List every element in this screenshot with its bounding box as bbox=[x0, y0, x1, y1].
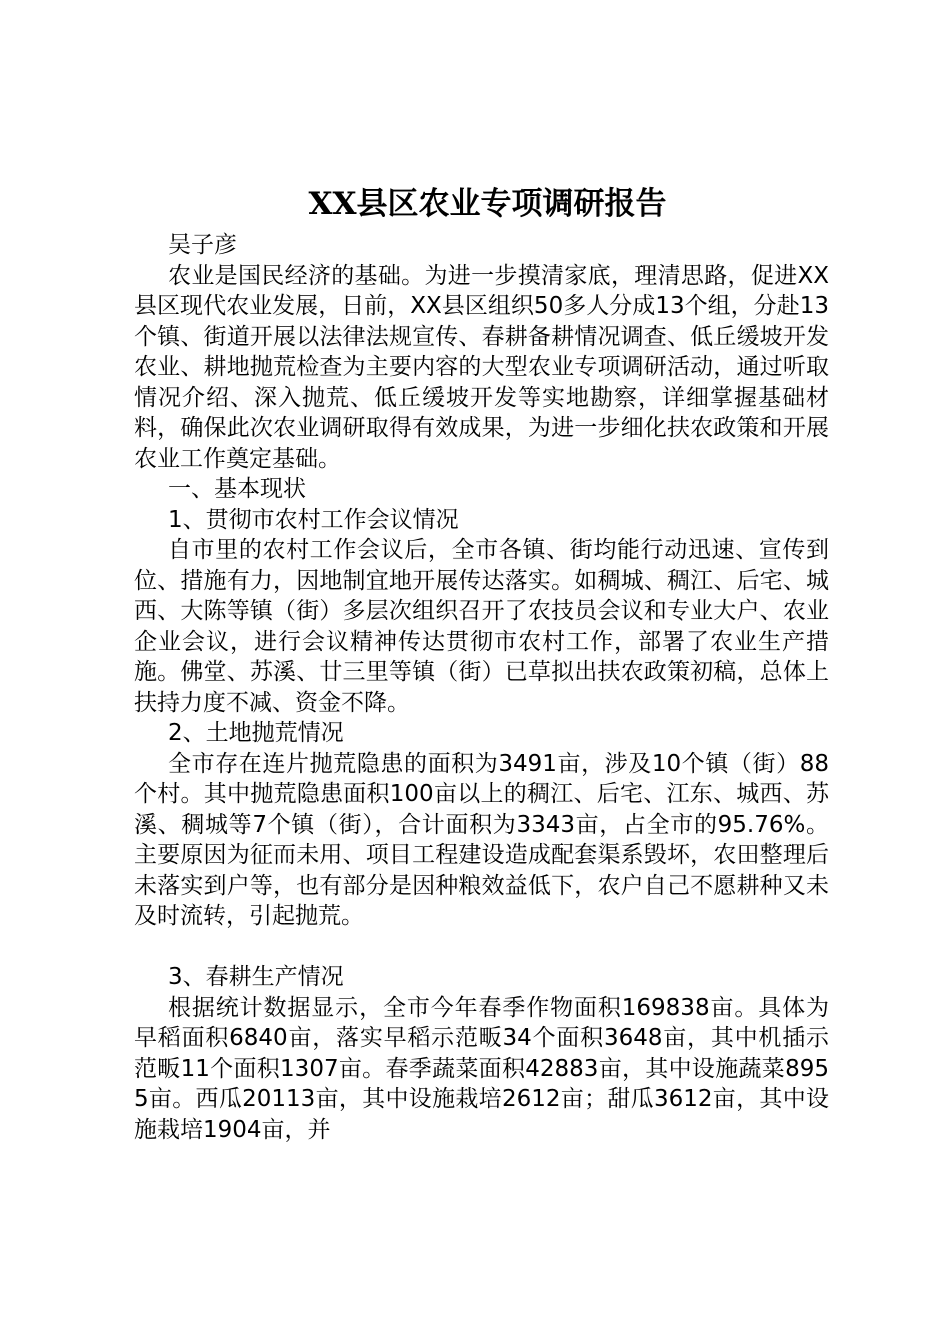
section-heading-basic-status: 一、基本现状 bbox=[168, 476, 306, 502]
subsection-heading-1: 1、贯彻市农村工作会议情况 bbox=[168, 506, 459, 533]
subsection-heading-2: 2、土地抛荒情况 bbox=[168, 720, 344, 746]
blank-line bbox=[134, 932, 829, 963]
document-title: XX县区农业专项调研报告 bbox=[308, 186, 667, 222]
subsection-heading-3: 3、春耕生产情况 bbox=[168, 964, 344, 990]
subsection-body-2: 全市存在连片抛荒隐患的面积为3491亩，涉及10个镇（街）88个村。其中抛荒隐患面积100亩以上的稠江、后宅、江东、城西、苏溪、稠城等7个镇（街），合计面积为3343亩，占全市的95.76%。主要原因为征而未用、项目工程建设造成配套渠系毁坏，农田整理后未落实到户等，也有部分是因种粮效益低下，农户自己不愿耕种又未及时流转，引起抛荒。 bbox=[134, 750, 829, 929]
subsection-body-1: 自市里的农村工作会议后，全市各镇、街均能行动迅速、宣传到位、措施有力，因地制宜地开展传达落实。如稠城、稠江、后宅、城西、大陈等镇（街）多层次组织召开了农技员会议和专业大户、农业企业会议，进行会议精神传达贯彻市农村工作，部署了农业生产措施。佛堂、苏溪、廿三里等镇（街）已草拟出扶农政策初稿，总体上扶持力度不减、资金不降。 bbox=[134, 537, 829, 716]
subsection-body-3: 根据统计数据显示，全市今年春季作物面积169838亩。具体为早稻面积6840亩，落实早稻示范畈34个面积3648亩，其中机插示范畈11个面积1307亩。春季蔬菜面积42883亩，其中设施蔬菜8955亩。西瓜20113亩，其中设施栽培2612亩；甜瓜3612亩，其中设施栽培1904亩，并 bbox=[134, 994, 829, 1143]
author-name: 吴子彦 bbox=[168, 232, 237, 258]
document-page bbox=[134, 178, 829, 1145]
intro-paragraph: 农业是国民经济的基础。为进一步摸清家底，理清思路，促进XX县区现代农业发展，日前，XX县区组织50多人分成13个组，分赴13个镇、街道开展以法律法规宣传、春耕备耕情况调查、低丘缓坡开发农业、耕地抛荒检查为主要内容的大型农业专项调研活动，通过听取情况介绍、深入抛荒、低丘缓坡开发等实地勘察，详细掌握基础材料，确保此次农业调研取得有效成果，为进一步细化扶农政策和开展农业工作奠定基础。 bbox=[134, 262, 829, 472]
